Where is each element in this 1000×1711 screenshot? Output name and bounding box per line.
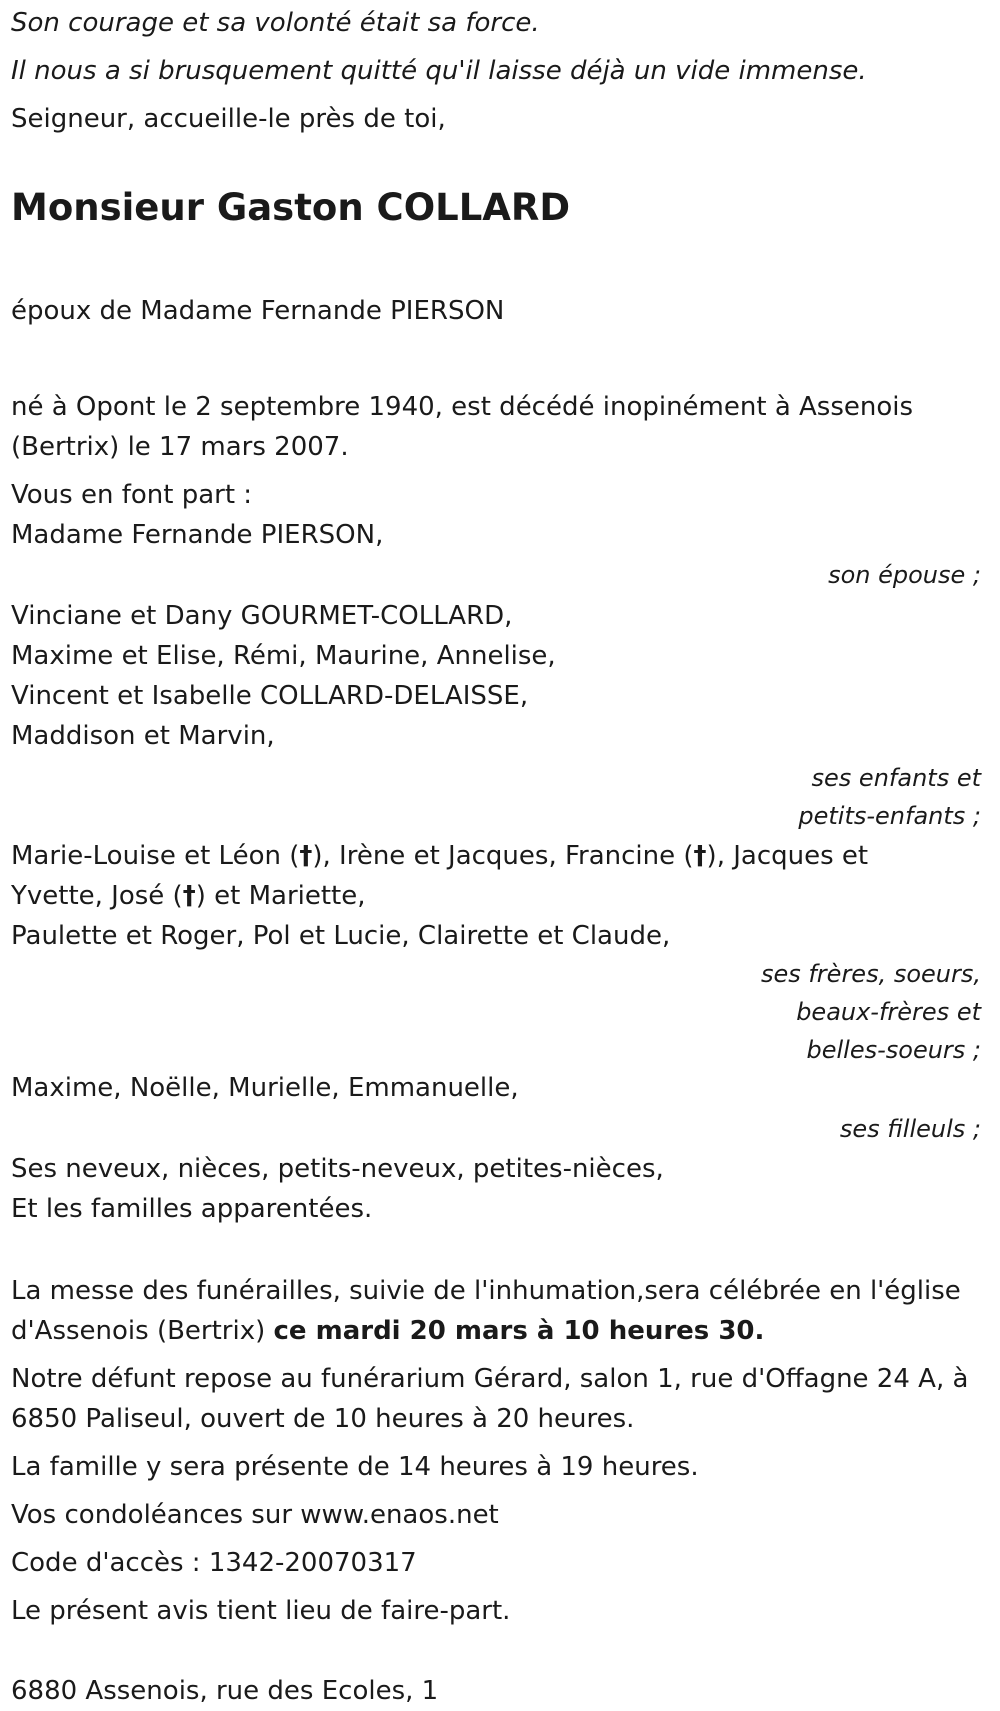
family-siblings-line-1: Marie-Louise et Léon (†), Irène et Jacques, Francine (†), Jacques et [11,841,869,871]
family-children-line: Maddison et Marvin, [11,721,275,751]
birth-death-line-2: (Bertrix) le 17 mars 2007. [11,432,349,462]
family-others-line: Et les familles apparentées. [11,1194,373,1224]
funeral-date-time: ce mardi 20 mars à 10 heures 30. [273,1316,765,1346]
cross-icon: † [182,881,196,911]
birth-death-block [11,387,991,467]
condolences-line: Vos condoléances sur www.enaos.net [11,1500,499,1530]
viewing-line-2: 6850 Paliseul, ouvert de 10 heures à 20 heures. [11,1404,635,1434]
family-siblings-relation: beaux-frères et [796,998,981,1026]
notice-line: Le présent avis tient lieu de faire-part. [11,1596,511,1626]
funeral-line-1: La messe des funérailles, suivie de l'inhumation,sera célébrée en l'église [11,1276,961,1306]
family-others-line: Ses neveux, nièces, petits-neveux, petites-nièces, [11,1154,664,1184]
address: 6880 Assenois, rue des Ecoles, 1 [11,1676,439,1706]
family-children-block [11,596,991,756]
viewing-line-1: Notre défunt repose au funérarium Gérard, salon 1, rue d'Offagne 24 A, à [11,1364,969,1394]
deceased-name: Monsieur Gaston COLLARD [11,186,571,229]
family-siblings-line-2: Yvette, José (†) et Mariette, [11,881,366,911]
birth-death-line-1: né à Opont le 2 septembre 1940, est décédé inopinément à Assenois [11,392,914,422]
announcement-intro: Vous en font part : [11,480,253,510]
family-presence: La famille y sera présente de 14 heures à 19 heures. [11,1452,699,1482]
family-godchildren-names: Maxime, Noëlle, Murielle, Emmanuelle, [11,1073,519,1103]
family-spouse-relation: son épouse ; [828,561,981,589]
family-children-line: Vincent et Isabelle COLLARD-DELAISSE, [11,681,529,711]
poem-line-3: Seigneur, accueille-le près de toi, [11,104,446,134]
family-godchildren-relation: ses filleuls ; [839,1115,981,1143]
family-children-relation: petits-enfants ; [798,802,981,830]
family-children-relation: ses enfants et [811,764,981,792]
family-children-line: Maxime et Elise, Rémi, Maurine, Annelise, [11,641,556,671]
cross-icon: † [693,841,707,871]
obituary-notice [11,3,991,1711]
family-spouse-names: Madame Fernande PIERSON, [11,520,384,550]
poem-line-2: Il nous a si brusquement quitté qu'il laisse déjà un vide immense. [11,56,867,86]
funeral-line-2: d'Assenois (Bertrix) ce mardi 20 mars à 10 heures 30. [11,1316,765,1346]
family-siblings-relation: ses frères, soeurs, [760,960,981,988]
funeral-block [11,1271,991,1351]
viewing-block [11,1359,991,1439]
family-siblings-relation: belles-soeurs ; [806,1036,981,1064]
family-siblings-line-3: Paulette et Roger, Pol et Lucie, Clairette et Claude, [11,921,671,951]
spouse-of-line: époux de Madame Fernande PIERSON [11,296,505,326]
poem-line-1: Son courage et sa volonté était sa force. [11,8,540,38]
access-code: Code d'accès : 1342-20070317 [11,1548,417,1578]
cross-icon: † [299,841,313,871]
family-children-line: Vinciane et Dany GOURMET-COLLARD, [11,601,513,631]
